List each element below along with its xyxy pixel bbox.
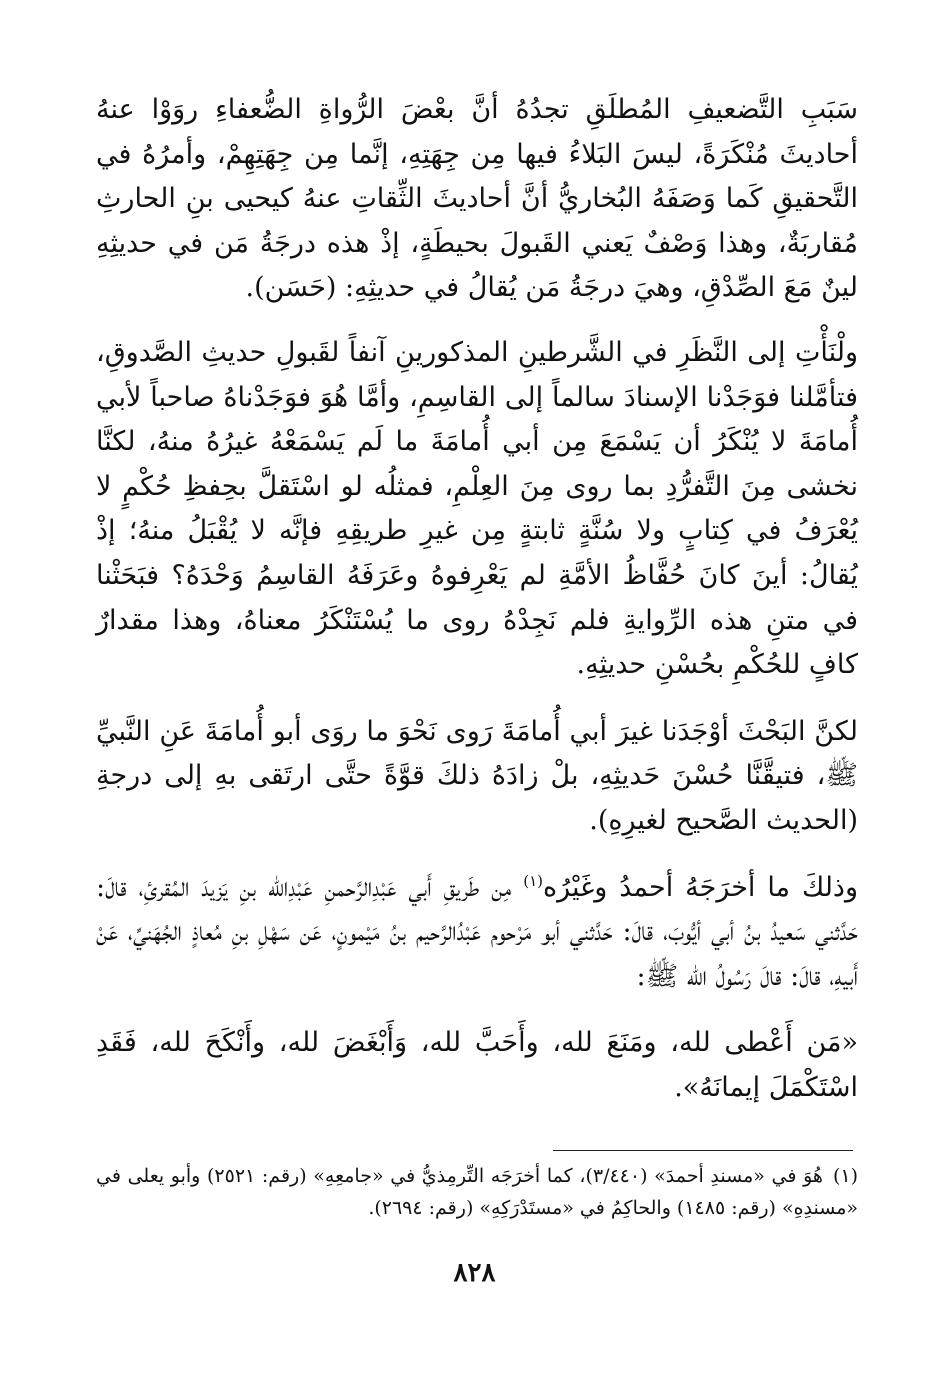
paragraph-4: [96, 866, 858, 1000]
footnote-ref: (١): [523, 871, 543, 890]
footnotes: [96, 1160, 858, 1224]
paragraph-5-hadith: «مَن أَعْطى لله، ومَنَعَ لله، وأَحَبَّ لله، وَأَبْغَضَ لله، وأَنْكَحَ لله، فَقَدِ اسْتَكْمَلَ إيمانَهُ».: [96, 1027, 858, 1103]
paragraph-2: ولْنَأْتِ إلى النَّظَرِ في الشَّرطينِ المذكورينِ آنفاً لقَبولِ حديثِ الصَّدوقِ، فتأمَّلنا فوَجَدْنا الإسنادَ سالماً إلى القاسِمِ، وأمَّا هُوَ فوَجَدْناهُ صاحباً لأبي أُمامَةَ لا يُنْكَرُ أن يَسْمَعَ مِن أبي أُمامَةَ ما لَم يَسْمَعْهُ غيرُهُ منهُ، لكنَّا نخشى مِنَ التَّفرُّدِ بما روى مِنَ العِلْمِ، فمثلُه لو اسْتَقلَّ بحِفظِ حُكْمٍ لا يُعْرَفُ في كِتابٍ ولا سُنَّةٍ ثابتةٍ مِن غيرِ طريقِهِ فإنَّه لا يُقْبَلُ منهُ؛ إذْ يُقالُ: أينَ كانَ حُفَّاظُ الأمَّةِ لم يَعْرِفوهُ وعَرَفَهُ القاسِمُ وَحْدَهُ؟ فبَحَثْنا في متنِ هذه الرِّوايةِ فلم نَجِدْهُ روى ما يُسْتَنْكَرُ معناهُ، وهذا مقدارٌ كافٍ للحُكْمِ بحُسْنِ حديثِهِ.: [96, 336, 858, 681]
paragraph-3: لكنَّ البَحْثَ أوْجَدَنا غيرَ أبي أُمامَةَ رَوى نَحْوَ ما روَى أبو أُمامَةَ عَنِ النَّبيِّ ﷺ، فتيقَّنَّا حُسْنَ حَديثِهِ، بلْ زادَهُ ذلكَ قوَّةً حتَّى ارتَقى بهِ إلى درجةِ (الحديث الصَّحيح لغيرِهِ).: [96, 715, 858, 836]
paragraph-4-body: مِن طَريقِ أَبي عَبْدِالرَّحمنِ عَبْدِالله بنِ يَزيدَ المُقرئِ، قالَ: حَدَّثني سَعيدُ بنُ أبي أيُّوبَ، قالَ: حَدَّثني أبو مَرْحوم عَبْدُالرَّحيم بنُ مَيْمونٍ، عَن سَهْلِ بنِ مُعاذٍ الجُهَنيِّ، عَنْ أَبيهِ، قالَ: قالَ رَسُولُ الله ﷺ:: [96, 871, 858, 992]
document-body: [96, 88, 858, 1110]
paragraph-1: سَبَبِ التَّضعيفِ المُطلَقِ تجدُهُ أنَّ بعْضَ الرُّواةِ الضُّعفاءِ روَوْا عنهُ أحاديثَ مُنْكَرَةً، ليسَ البَلاءُ فيها مِن جِهَتِهِ، إنَّما مِن جِهَتِهِمْ، وأمرُهُ في التَّحقيقِ كَما وَصَفَهُ البُخاريُّ أنَّ أحاديثَ الثِّقاتِ عنهُ كيحيى بنِ الحارثِ مُقاربَةٌ، وهذا وَصْفٌ يَعني القَبولَ بحيطَةٍ، إذْ هذه درجَةُ مَن في حديثِهِ لينٌ مَعَ الصِّدْقِ، وهيَ درجَةُ مَن يُقالُ في حديثِهِ: (حَسَن).: [96, 94, 858, 304]
footnote-separator: [553, 1150, 853, 1151]
footnote-number: (١): [832, 1165, 858, 1187]
paragraph-4-lead: وذلكَ ما أخرَجَهُ أحمدُ وغَيْرُه: [542, 871, 858, 903]
footnote-1: [96, 1160, 858, 1224]
footnote-text: هُوَ في «مسندِ أحمدَ» (٣/٤٤٠)، كما أخرَجَه التِّرمِذيُّ في «جامعِهِ» (رقم: ٢٥٢١) وأبو يعلى في «مسندِهِ» (رقم: ١٤٨٥) والحاكِمُ في «مستَدْرَكِهِ» (رقم: ٢٦٩٤).: [96, 1165, 858, 1219]
page-number: ٨٢٨: [453, 1258, 496, 1288]
